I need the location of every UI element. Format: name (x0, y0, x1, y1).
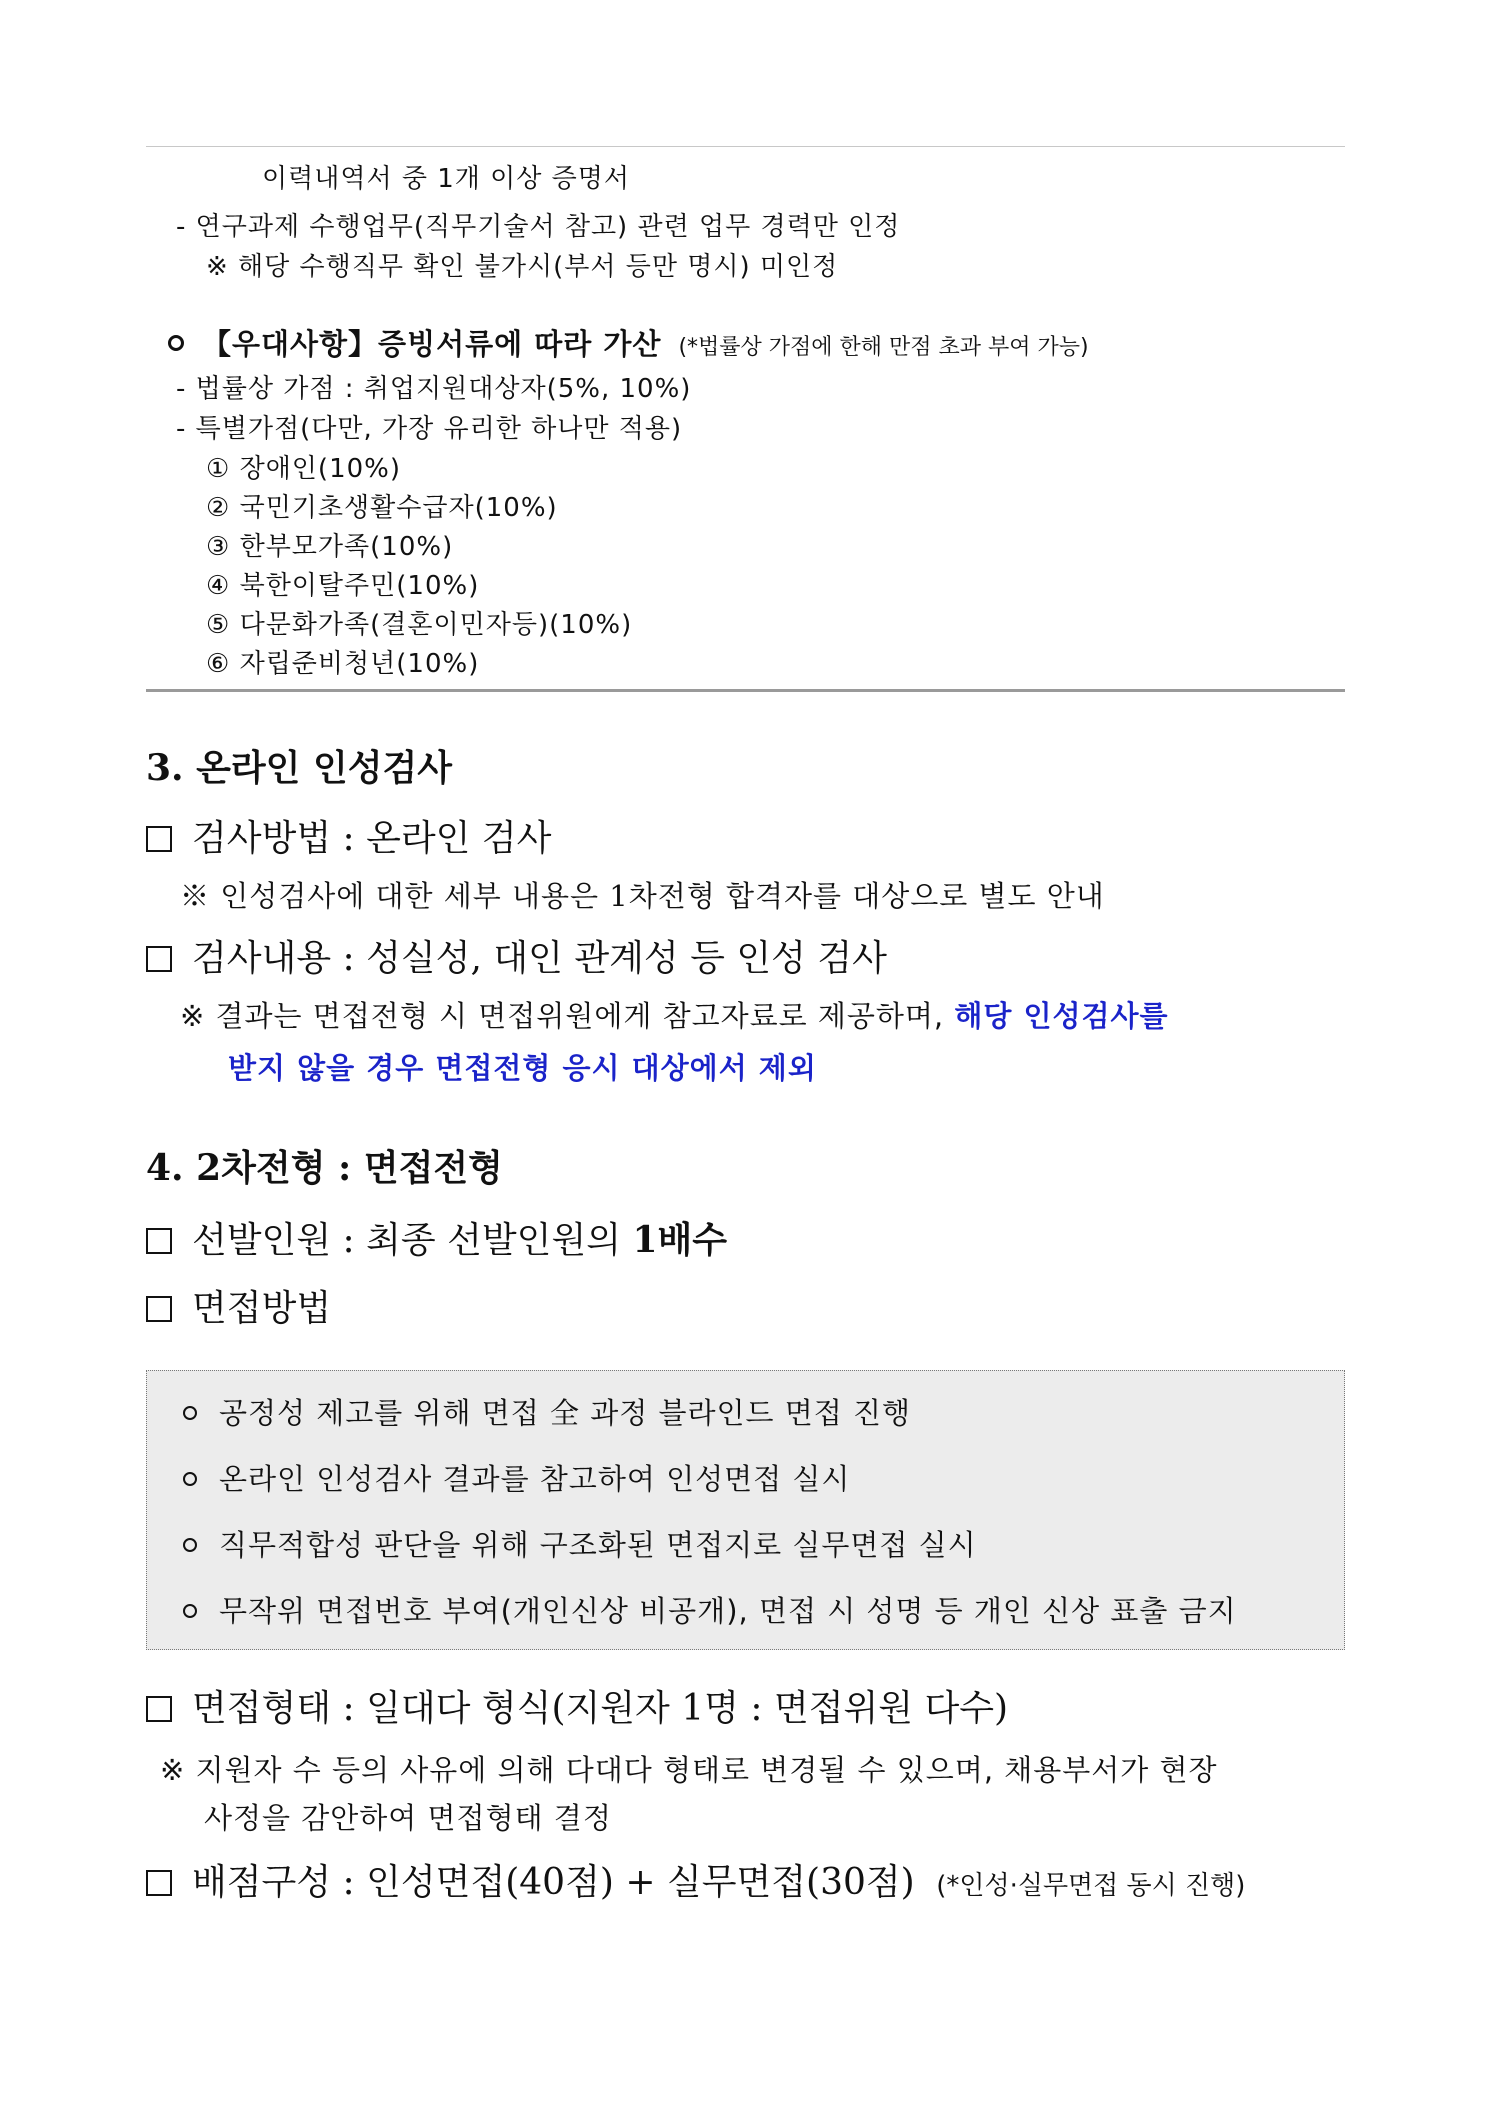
test-content-note-highlight-cont: 받지 않을 경우 면접전형 응시 대상에서 제외 (228, 1051, 817, 1085)
special-item: ⑥ 자립준비청년(10%) (206, 649, 480, 679)
checkbox-icon (146, 1228, 172, 1254)
career-recognition-line: - 연구과제 수행업무(직무기술서 참고) 관련 업무 경력만 인정 (176, 212, 901, 242)
interview-form-note-2: 사정을 감안하여 면접형태 결정 (204, 1801, 612, 1835)
selection-line (146, 1212, 727, 1263)
checkbox-icon (146, 826, 172, 852)
method-item (183, 1457, 850, 1498)
selection-text: 선발인원 : 최종 선발인원의 (192, 1220, 633, 1261)
test-content-text: 검사내용 : 성실성, 대인 관계성 등 인성 검사 (192, 938, 887, 979)
circle-bullet-icon (183, 1472, 197, 1486)
test-method-note: ※ 인성검사에 대한 세부 내용은 1차전형 합격자를 대상으로 별도 안내 (180, 879, 1105, 913)
interview-method-line (146, 1280, 331, 1331)
proof-document-line: 이력내역서 중 1개 이상 증명서 (262, 164, 630, 194)
special-item: ④ 북한이탈주민(10%) (206, 571, 480, 601)
test-content-note-highlight: 해당 인성검사를 (954, 999, 1169, 1033)
method-item (183, 1523, 977, 1564)
score-text: 배점구성 : 인성면접(40점) + 실무면접(30점) (192, 1862, 915, 1903)
circle-bullet-icon (183, 1406, 197, 1420)
circle-bullet-icon (168, 335, 184, 351)
test-content-note (180, 994, 1169, 1035)
method-item-text: 직무적합성 판단을 위해 구조화된 면접지로 실무면접 실시 (219, 1528, 977, 1562)
top-rule (146, 146, 1345, 147)
interview-form-text: 면접형태 : 일대다 형식(지원자 1명 : 면접위원 다수) (192, 1688, 1009, 1729)
section-3-title: 3. 온라인 인성검사 (146, 747, 453, 789)
checkbox-icon (146, 1696, 172, 1722)
method-item-text: 온라인 인성검사 결과를 참고하여 인성면접 실시 (219, 1462, 851, 1496)
bottom-rule (146, 689, 1345, 692)
special-item: ① 장애인(10%) (206, 454, 401, 484)
score-line (146, 1854, 1245, 1905)
preference-heading (168, 322, 1089, 363)
test-method-text: 검사방법 : 온라인 검사 (192, 818, 552, 859)
circle-bullet-icon (183, 1604, 197, 1618)
preference-title: 【우대사항】증빙서류에 따라 가산 (202, 327, 662, 361)
method-item (183, 1391, 911, 1432)
legal-bonus-line: - 법률상 가점 : 취업지원대상자(5%, 10%) (176, 374, 692, 404)
test-method-line (146, 810, 551, 861)
method-item (183, 1589, 1237, 1630)
section-4-title: 4. 2차전형 : 면접전형 (146, 1147, 503, 1189)
method-item-text: 공정성 제고를 위해 면접 全 과정 블라인드 면접 진행 (219, 1396, 912, 1430)
special-item: ② 국민기초생활수급자(10%) (206, 493, 558, 523)
career-note-line: ※ 해당 수행직무 확인 불가시(부서 등만 명시) 미인정 (206, 252, 839, 282)
selection-multiple: 1배수 (632, 1219, 728, 1261)
checkbox-icon (146, 1296, 172, 1322)
preference-note: (*법률상 가점에 한해 만점 초과 부여 가능) (678, 335, 1089, 360)
test-content-line (146, 930, 887, 981)
special-bonus-line: - 특별가점(다만, 가장 유리한 하나만 적용) (176, 414, 683, 444)
checkbox-icon (146, 1870, 172, 1896)
method-item-text: 무작위 면접번호 부여(개인신상 비공개), 면접 시 성명 등 개인 신상 표출 금지 (219, 1594, 1237, 1628)
checkbox-icon (146, 946, 172, 972)
interview-form-line (146, 1680, 1008, 1731)
interview-method-text: 면접방법 (192, 1288, 332, 1329)
score-note: (*인성·실무면접 동시 진행) (936, 1871, 1246, 1901)
circle-bullet-icon (183, 1538, 197, 1552)
test-content-note-plain: ※ 결과는 면접전형 시 면접위원에게 참고자료로 제공하며, (180, 999, 955, 1033)
interview-form-note-1: ※ 지원자 수 등의 사유에 의해 다대다 형태로 변경될 수 있으며, 채용부서가 현장 (160, 1753, 1218, 1787)
interview-method-box (146, 1370, 1345, 1650)
special-item: ③ 한부모가족(10%) (206, 532, 454, 562)
special-item: ⑤ 다문화가족(결혼이민자등)(10%) (206, 610, 633, 640)
